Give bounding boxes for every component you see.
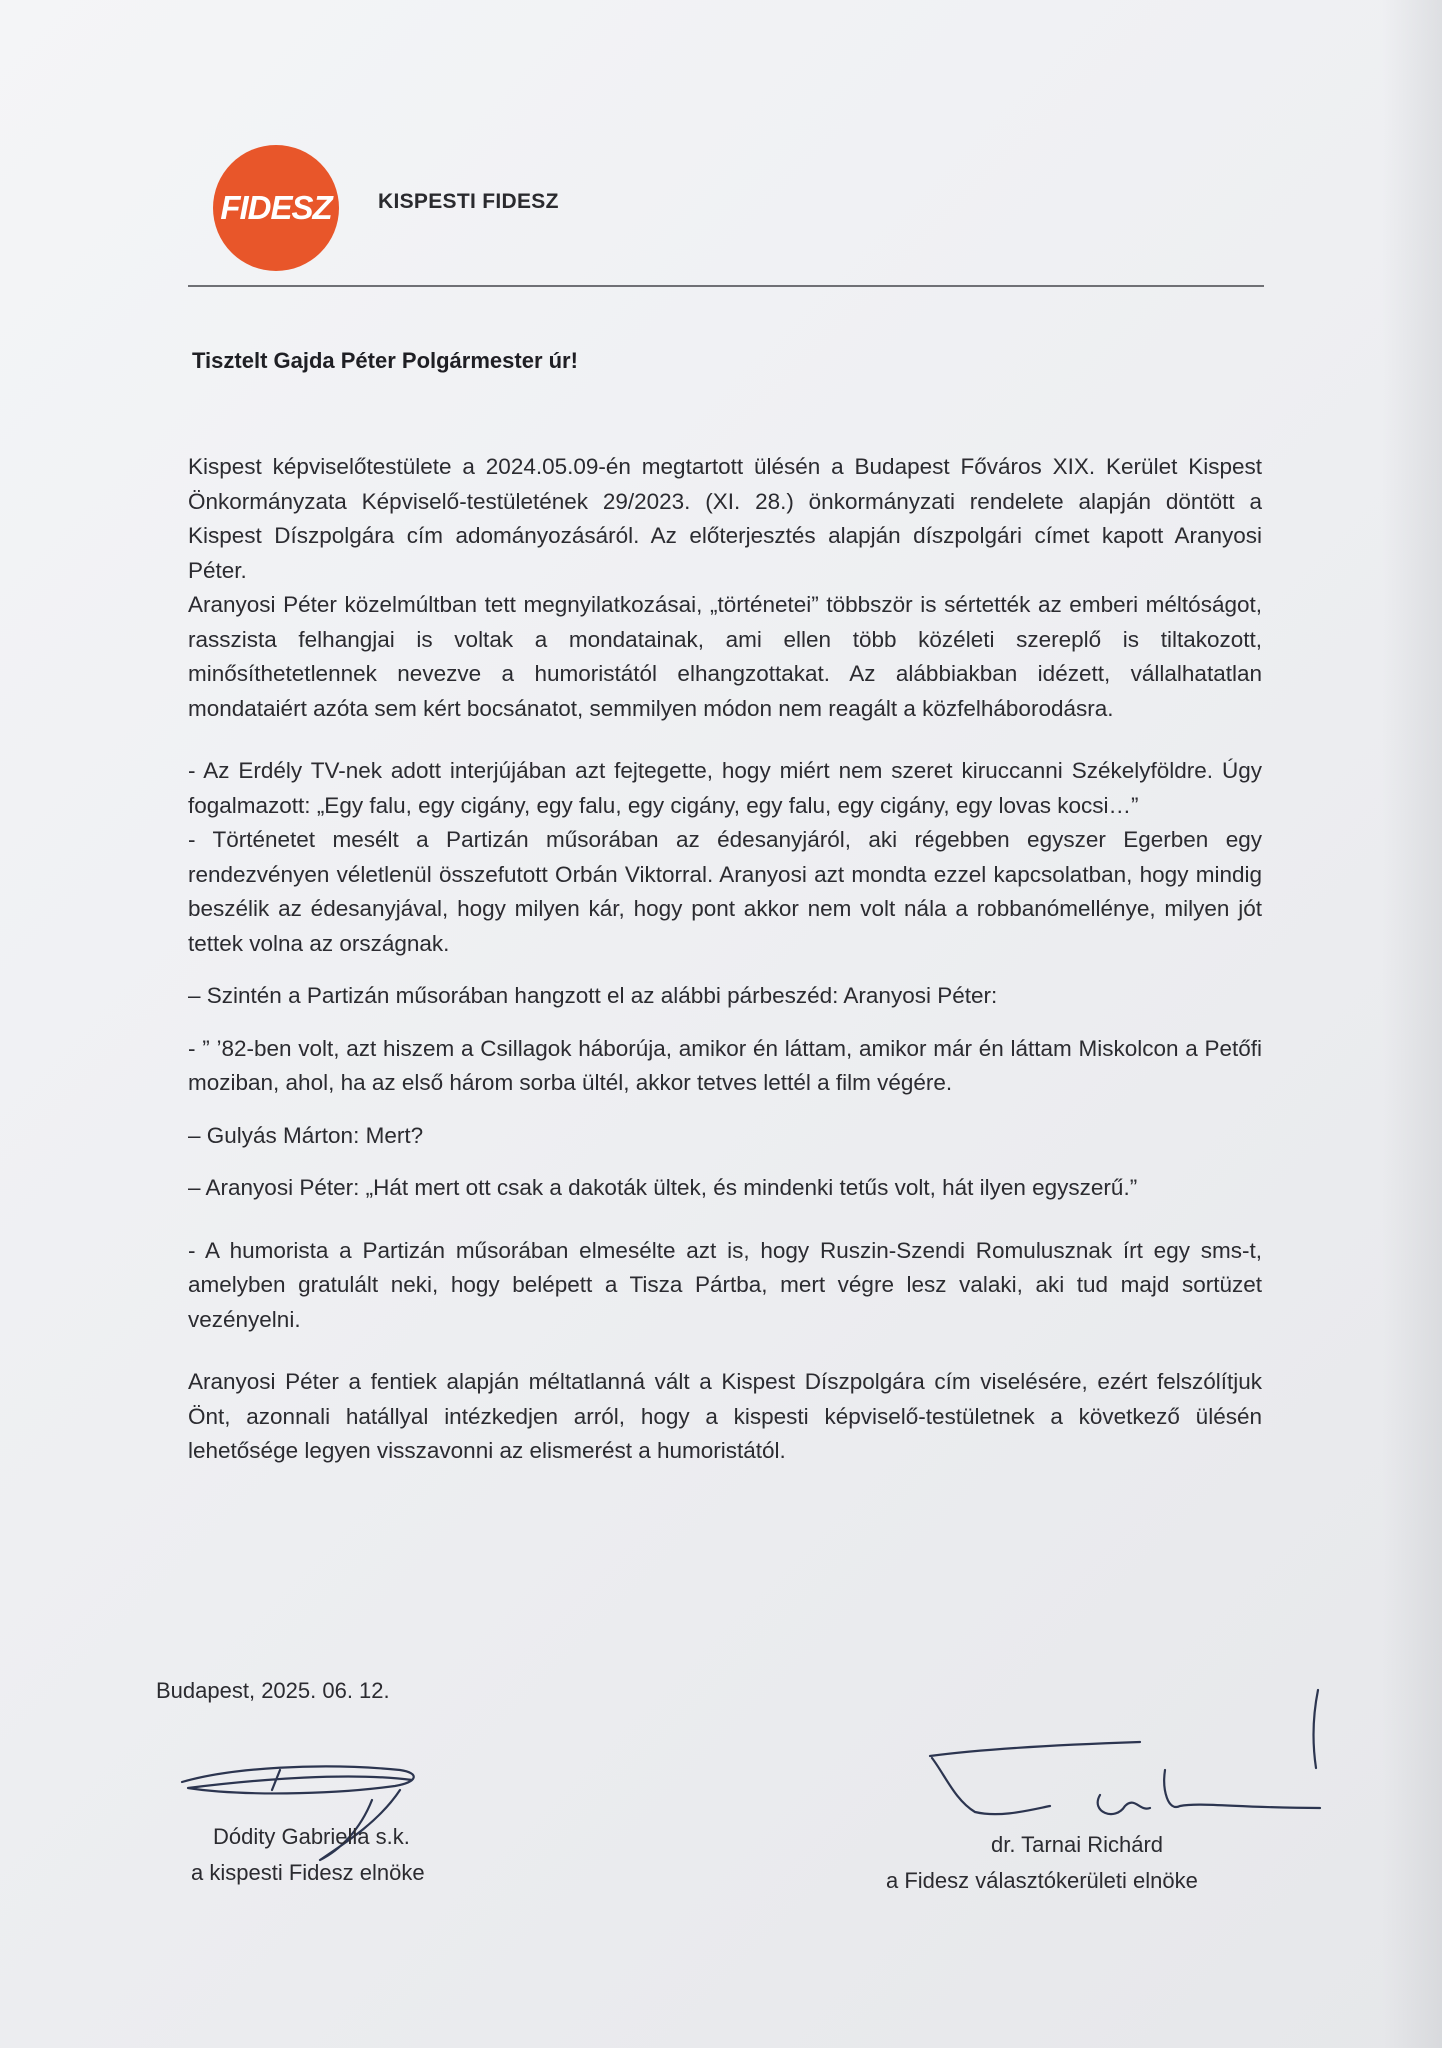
paragraph-dialogue-1: - ” ’82-ben volt, azt hiszem a Csillagok háborúja, amikor én láttam, amikor már én láttam Miskolcon a Petőfi moziban, ahol, ha az első három sorba ültél, akkor tetves lettél a film végére. [188, 1035, 1262, 1095]
paragraph-quote-erdely: - Az Erdély TV-nek adott interjújában azt fejtegette, hogy miért nem szeret kiruccanni Székelyföldre. Úgy fogalmazott: „Egy falu, egy cigány, egy falu, egy cigány, egy falu, egy cigány, egy lovas kocsi…” [188, 758, 1262, 818]
organization-name: KISPESTI FIDESZ [378, 190, 559, 213]
paragraph-dialogue-2: – Gulyás Márton: Mert? [188, 1122, 424, 1148]
paragraph-sms: - A humorista a Partizán műsorában elmesélte azt is, hogy Ruszin-Szendi Romulusznak írt egy sms-t, amelyben gratulált neki, hogy belépett a Tisza Pártba, mert végre lesz valaki, aki tud majd sortüzet vezényelni. [188, 1237, 1262, 1332]
signatory-right-name: dr. Tarnai Richárd [991, 1832, 1164, 1857]
paragraph-dialogue-intro: – Szintén a Partizán műsorában hangzott el az alábbi párbeszéd: Aranyosi Péter: [188, 983, 998, 1008]
salutation: Tisztelt Gajda Péter Polgármester úr! [192, 348, 578, 373]
paragraph-context: Aranyosi Péter közelmúltban tett megnyilatkozásai, „történetei” többször is sértették az emberi méltóságot, rasszista felhangjai is voltak a mondatainak, ami ellen több közéleti szereplő is tiltakozott, minősíthetetlennek nevezve a humoristától elhangzottakat. Az alábbiakban idézett, vállalhatatlan mondataiért azóta sem kért bocsánatot, semmilyen módon nem reagált a közfelháborodásra. [188, 592, 1262, 721]
paragraph-intro: Kispest képviselőtestülete a 2024.05.09-én megtartott ülésén a Budapest Főváros XIX. Kerület Kispest Önkormányzata Képviselő-testületének 29/2023. (XI. 28.) önkormányzati rendelete alapján döntött a Kispest Díszpolgára cím adományozásáról. Az előterjesztés alapján díszpolgári címet kapott Aranyosi Péter. [188, 454, 1262, 583]
signatory-left-name: Dódity Gabriella s.k. [213, 1824, 410, 1849]
letter-date: Budapest, 2025. 06. 12. [156, 1678, 390, 1703]
paragraph-demand: Aranyosi Péter a fentiek alapján méltatlanná vált a Kispest Díszpolgára cím viselésére, ezért felszólítjuk Önt, azonnali hatállyal intézkedjen arról, hogy a kispesti képviselő-testületnek a következő ülésén lehetősége legyen visszavonni az elismerést a humoristától. [188, 1369, 1262, 1463]
paragraph-dialogue-3: – Aranyosi Péter: „Hát mert ott csak a dakoták ültek, és mindenki tetűs volt, hát ilyen egyszerű.” [188, 1175, 1138, 1200]
signatory-left-title: a kispesti Fidesz elnöke [191, 1860, 425, 1885]
signatory-right-title: a Fidesz választókerületi elnöke [886, 1868, 1198, 1893]
logo-text: FIDESZ [220, 189, 332, 226]
signature-right [930, 1690, 1320, 1814]
paragraph-quote-partizan: - Történetet mesélt a Partizán műsorában az édesanyjáról, aki régebben egyszer Egerben egy rendezvényen véletlenül összefutott Orbán Viktorral. Aranyosi azt mondta ezzel kapcsolatban, hogy mindig beszélik az édesanyjával, hogy milyen kár, hogy pont akkor nem volt nála a robbanómellénye, milyen jót tettek volna az országnak. [188, 827, 1262, 956]
